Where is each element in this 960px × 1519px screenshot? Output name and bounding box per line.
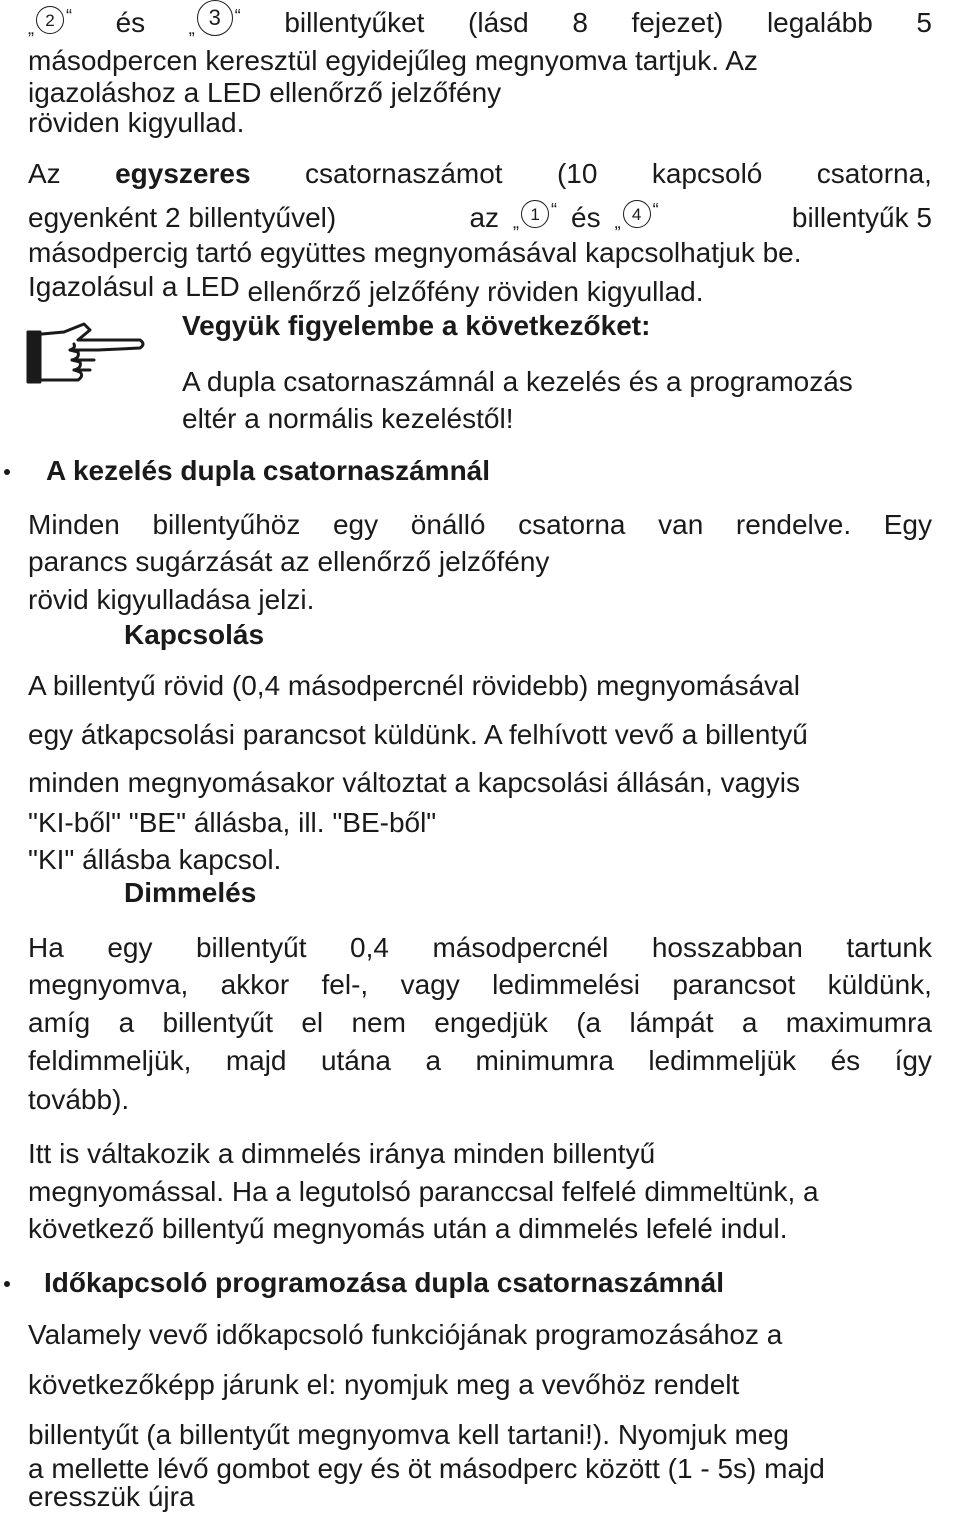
p1-line1: „ 2 “ és „ 3 “ billentyűket (lásd 8 fejezet) legalább 5: [28, 6, 932, 42]
note-line2: eltér a normális kezeléstől!: [182, 403, 514, 434]
pointing-hand-icon: [24, 318, 148, 392]
p2-line1: Az egyszeres csatornaszámot (10 kapcsoló csatorna,: [28, 158, 932, 189]
p1-line2: másodpercen keresztül egyidejűleg megnyomva tartjuk. Az: [28, 45, 758, 76]
s2-line5: eresszük újra: [28, 1481, 195, 1512]
s1-line2: parancs sugárzását az ellenőrző jelzőfény: [28, 546, 550, 577]
p2-keys-group: az „ 1 “ és „ 4 “: [469, 200, 659, 233]
section2-heading: Időkapcsoló programozása dupla csatornaszámnál: [44, 1267, 724, 1298]
p2-line3: másodpercig tartó együttes megnyomásával kapcsolhatjuk be.: [28, 237, 802, 268]
s2-line2: következőképp járunk el: nyomjuk meg a vevőhöz rendelt: [28, 1369, 740, 1400]
kapcsolas-line4: "KI-ből" "BE" állásba, ill. "BE-ből": [28, 807, 437, 838]
dim-line8: következő billentyű megnyomás után a dimmelés lefelé indul.: [28, 1213, 788, 1244]
kapcsolas-heading: Kapcsolás: [124, 619, 265, 650]
key-2-icon: 2: [36, 6, 64, 34]
s2-line1: Valamely vevő időkapcsoló funkciójának programozásához a: [28, 1319, 783, 1350]
p1-line4: röviden kigyullad.: [28, 107, 245, 138]
dim-line2: megnyomva, akkor fel-, vagy ledimmelési parancsot küldünk,: [28, 969, 932, 1000]
key-3-symbol: „ 3 “: [189, 6, 241, 42]
note-line1: A dupla csatornaszámnál a kezelés és a programozás: [182, 366, 853, 397]
dim-line1: Ha egy billentyűt 0,4 másodpercnél hosszabban tartunk: [28, 932, 932, 963]
s2-line4: a mellette lévő gombot egy és öt másodperc között (1 - 5s) majd: [28, 1453, 825, 1484]
key-1-icon: 1: [521, 200, 549, 228]
note-heading: Vegyük figyelembe a következőket:: [182, 310, 651, 341]
bullet-icon: [4, 1281, 10, 1287]
kapcsolas-line5: "KI" állásba kapcsol.: [28, 844, 282, 875]
p2-line4: Igazolásul a LED ellenőrző jelzőfény röviden kigyullad.: [28, 271, 704, 307]
bullet-icon: [4, 469, 10, 475]
key-3-icon: 3: [197, 0, 233, 36]
kapcsolas-line1: A billentyű rövid (0,4 másodpercnél rövidebb) megnyomásával: [28, 670, 800, 701]
p2-line2: egyenként 2 billentyűvel) az „ 1 “ és „ 4 “ billentyűk 5: [28, 200, 932, 233]
s2-line3: billentyűt (a billentyűt megnyomva kell tartani!). Nyomjuk meg: [28, 1419, 789, 1450]
key-1-symbol: „ 1 “: [513, 200, 558, 232]
section1-heading: A kezelés dupla csatornaszámnál: [46, 455, 491, 486]
dim-line4: feldimmeljük, majd utána a minimumra ledimmeljük és így: [28, 1045, 932, 1076]
s1-line1: Minden billentyűhöz egy önálló csatorna van rendelve. Egy: [28, 509, 932, 540]
kapcsolas-line3: minden megnyomásakor változtat a kapcsolási állásán, vagyis: [28, 767, 800, 798]
key-4-icon: 4: [623, 200, 651, 228]
dim-line3: amíg a billentyűt el nem engedjük (a lámpát a maximumra: [28, 1007, 932, 1038]
kapcsolas-line2: egy átkapcsolási parancsot küldünk. A felhívott vevő a billentyű: [28, 719, 808, 750]
dim-line5: tovább).: [28, 1084, 130, 1115]
dimmeles-heading: Dimmelés: [124, 877, 257, 908]
p1-line3: igazoláshoz a LED ellenőrző jelzőfény: [28, 77, 502, 108]
dim-line6: Itt is váltakozik a dimmelés iránya minden billentyű: [28, 1138, 656, 1169]
s1-line3: rövid kigyulladása jelzi.: [28, 584, 315, 615]
key-2-symbol: „ 2 “: [28, 6, 72, 38]
key-4-symbol: „ 4 “: [614, 200, 659, 232]
dim-line7: megnyomással. Ha a legutolsó paranccsal felfelé dimmeltünk, a: [28, 1176, 819, 1207]
